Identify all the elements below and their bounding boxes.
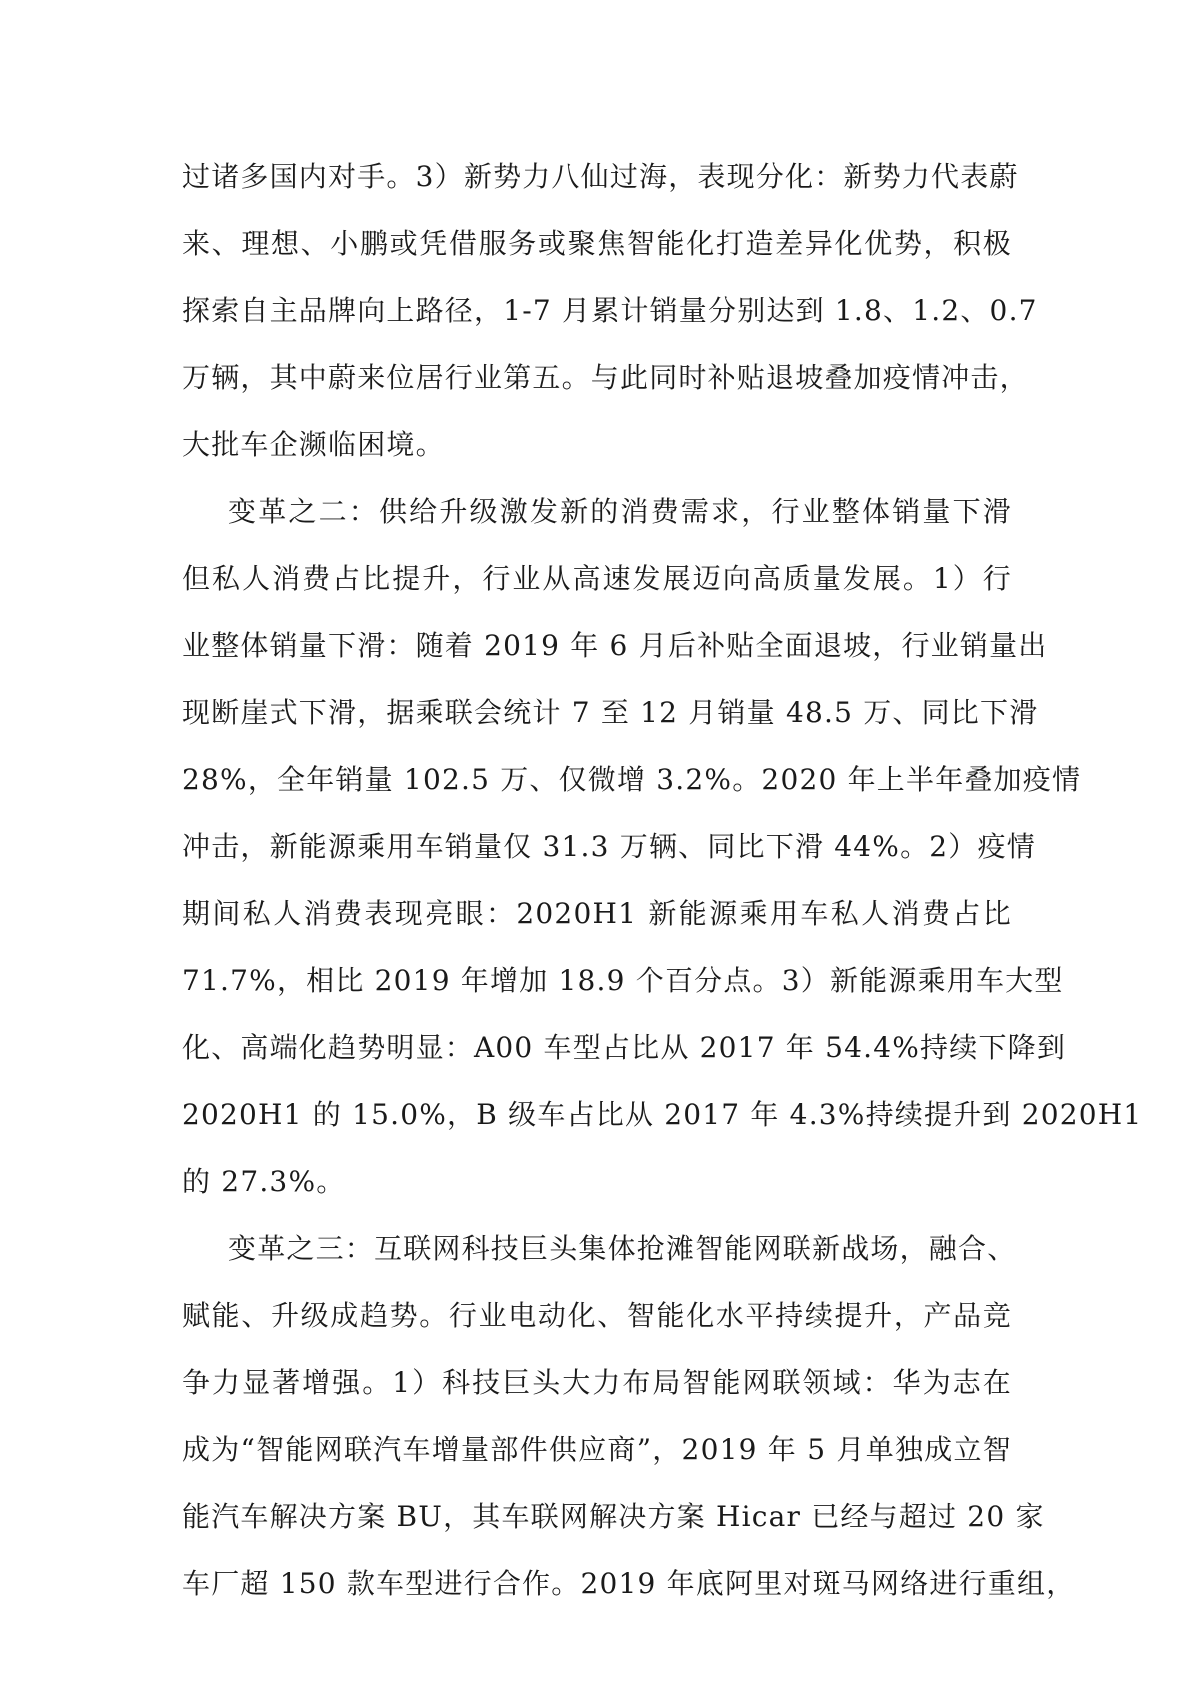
paragraph-1	[182, 143, 1038, 478]
text-line: 能汽车解决方案 BU，其车联网解决方案 Hicar 已经与超过 20 家	[182, 1500, 1045, 1533]
text-line: 71.7%，相比 2019 年增加 18.9 个百分点。3）新能源乘用车大型	[182, 964, 1064, 997]
paragraph-3	[182, 1215, 1076, 1617]
text-line: 争力显著增强。1）科技巨头大力布局智能网联领域：华为志在	[182, 1366, 1012, 1399]
paragraph-2	[182, 478, 1143, 1215]
text-line: 业整体销量下滑：随着 2019 年 6 月后补贴全面退坡，行业销量出	[182, 629, 1048, 662]
text-line: 万辆，其中蔚来位居行业第五。与此同时补贴退坡叠加疫情冲击，	[182, 361, 1029, 394]
text-line: 来、理想、小鹏或凭借服务或聚焦智能化打造差异化优势，积极	[182, 227, 1012, 260]
text-line: 的 27.3%。	[182, 1165, 346, 1198]
text-line: 车厂超 150 款车型进行合作。2019 年底阿里对斑马网络进行重组，	[182, 1567, 1076, 1600]
text-line: 冲击，新能源乘用车销量仅 31.3 万辆、同比下滑 44%。2）疫情	[182, 830, 1036, 863]
text-line: 探索自主品牌向上路径，1-7 月累计销量分别达到 1.8、1.2、0.7	[182, 294, 1038, 327]
text-line: 成为“智能网联汽车增量部件供应商”，2019 年 5 月单独成立智	[182, 1433, 1012, 1466]
text-line: 赋能、升级成趋势。行业电动化、智能化水平持续提升，产品竞	[182, 1299, 1012, 1332]
text-line: 28%，全年销量 102.5 万、仅微增 3.2%。2020 年上半年叠加疫情	[182, 763, 1082, 796]
document-body	[182, 143, 1143, 1617]
text-line: 过诸多国内对手。3）新势力八仙过海，表现分化：新势力代表蔚	[182, 160, 1019, 193]
text-line: 变革之二：供给升级激发新的消费需求，行业整体销量下滑	[228, 495, 1012, 528]
text-line: 现断崖式下滑，据乘联会统计 7 至 12 月销量 48.5 万、同比下滑	[182, 696, 1039, 729]
text-line: 2020H1 的 15.0%，B 级车占比从 2017 年 4.3%持续提升到 2020H1	[182, 1098, 1143, 1131]
text-line: 变革之三：互联网科技巨头集体抢滩智能网联新战场，融合、	[228, 1232, 1017, 1265]
text-line: 但私人消费占比提升，行业从高速发展迈向高质量发展。1）行	[182, 562, 1012, 595]
text-line: 期间私人消费表现亮眼：2020H1 新能源乘用车私人消费占比	[182, 897, 1012, 930]
text-line: 大批车企濒临困境。	[182, 428, 445, 461]
text-line: 化、高端化趋势明显：A00 车型占比从 2017 年 54.4%持续下降到	[182, 1031, 1067, 1064]
